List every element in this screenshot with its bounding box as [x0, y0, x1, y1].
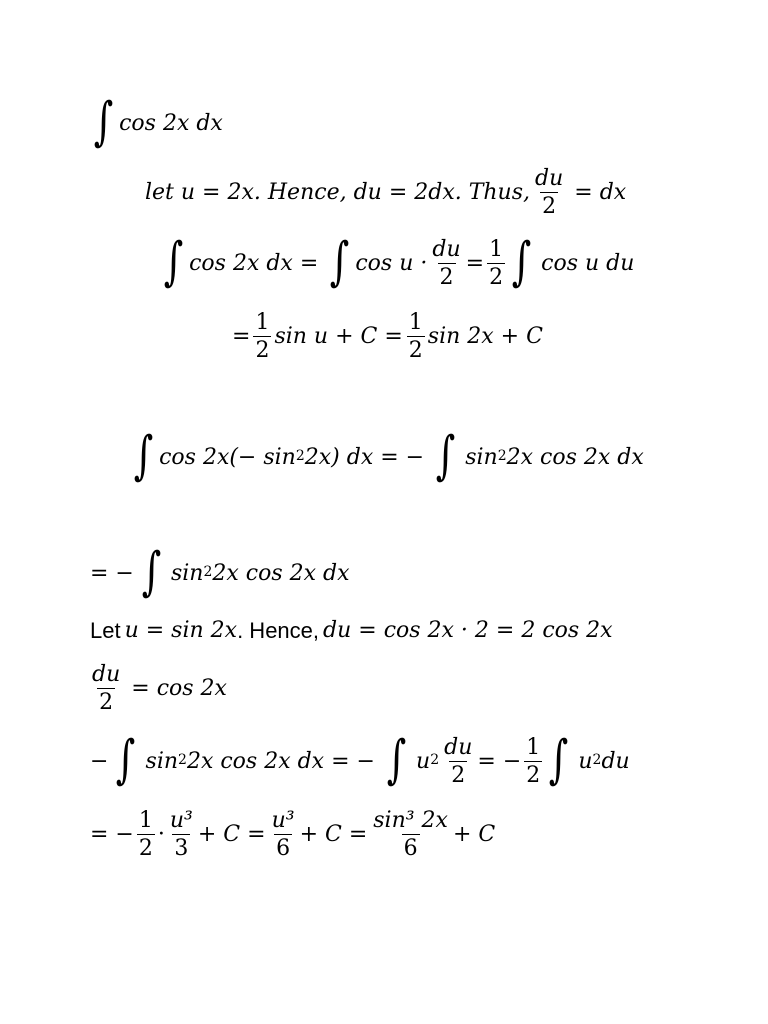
fraction-u-cubed-6: $\frac{\text{u³}}{6}$ [271, 808, 295, 861]
integral-sign: ∫ [141, 542, 162, 602]
fraction-du-2: $\frac{du}{2}$ [92, 662, 121, 715]
fraction-du-2: $\frac{du}{2}$ [432, 237, 461, 290]
integral-sign: ∫ [330, 232, 350, 292]
integral-sign: ∫ [163, 232, 184, 292]
fraction-du-2: $\frac{du}{2}$ [444, 735, 473, 788]
result-line: = $\frac{1}{2}$ sin u + C = $\frac{1}{2}$ sin 2x + C [232, 310, 543, 363]
fraction-du-2: $\frac{du}{2}$ [535, 166, 564, 219]
integrand: cos 2x dx [119, 111, 223, 136]
fraction-one-half: $\frac{1}{2}$ [526, 735, 541, 788]
integral-sign: ∫ [511, 232, 532, 292]
du-over-2-line: $\frac{du}{2}$ = cos 2x [92, 662, 227, 715]
substitution-text: let u = 2x. Hence, du = 2dx. Thus, [145, 180, 531, 205]
integral-sign: ∫ [133, 426, 154, 486]
final-result-line: = − $\frac{1}{2}$ · $\frac{\text{u³}}{3}$ + C = $\frac{\text{u³}}{6}$ + C = $\frac{\text{sin³ 2x}}{6}$ + C [90, 808, 496, 861]
negated-integral-line: = − ∫ sin $^2$ 2x cos 2x dx [90, 542, 350, 602]
fraction-u-cubed-3: $\frac{\text{u³}}{3}$ [169, 808, 193, 861]
integral-sign: ∫ [435, 426, 456, 486]
fraction-one-half: $\frac{1}{2}$ [255, 310, 270, 363]
integral-sign: ∫ [386, 730, 407, 790]
second-substitution-line: Let u = sin 2x . Hence, du = cos 2x · 2 = 2 cos 2x [90, 618, 613, 643]
integral-sign: ∫ [549, 730, 569, 790]
equals-dx: = dx [574, 180, 627, 205]
integral-sign: ∫ [116, 730, 136, 790]
substitution-line [145, 168, 626, 218]
second-integral-line: ∫ cos 2x(− sin $^2$ 2x) dx = − ∫ sin $^2$ 2x cos 2x dx [133, 426, 644, 486]
integral-problem [90, 92, 223, 152]
integral-transform-line: ∫ cos 2x dx = ∫ cos u · $\frac{du}{2}$ = $\frac{1}{2}$ ∫ cos u du [163, 232, 635, 292]
fraction-one-half: $\frac{1}{2}$ [489, 237, 504, 290]
integral-sign: ∫ [93, 92, 114, 152]
fraction-sin-cubed-6: $\frac{\text{sin³ 2x}}{6}$ [373, 808, 448, 861]
fraction-one-half: $\frac{1}{2}$ [138, 808, 153, 861]
u-substituted-integral-line: − ∫ sin $^2$ 2x cos 2x dx = − ∫ u $^2$ $\frac{du}{2}$ = − $\frac{1}{2}$ ∫ u $^2$ du [90, 730, 630, 790]
fraction-one-half: $\frac{1}{2}$ [408, 310, 423, 363]
